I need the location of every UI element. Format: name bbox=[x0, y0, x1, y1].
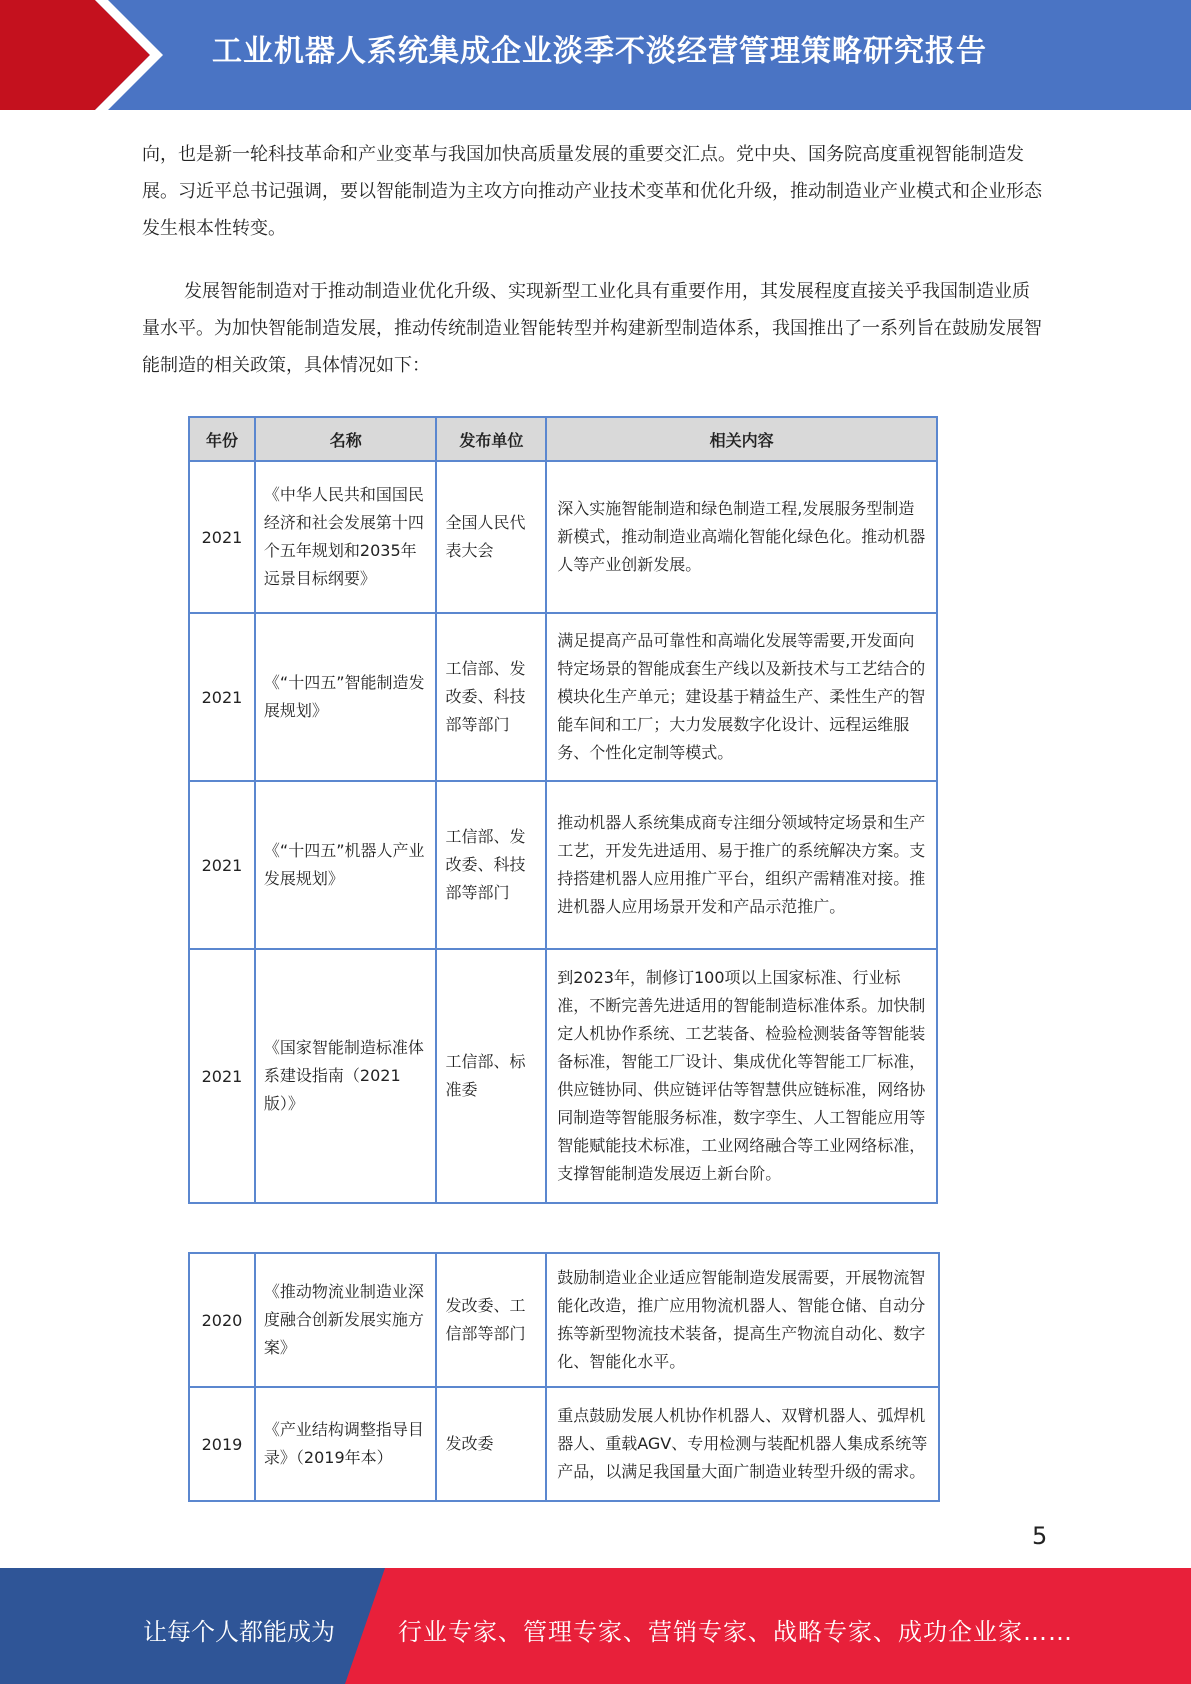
cell-unit: 发改委 bbox=[436, 1387, 546, 1501]
cell-name: 《国家智能制造标准体系建设指南（2021版）》 bbox=[255, 949, 437, 1203]
header-year: 年份 bbox=[189, 417, 255, 461]
cell-name: 《“十四五”智能制造发展规划》 bbox=[255, 613, 437, 781]
cell-year: 2019 bbox=[189, 1387, 255, 1501]
cell-unit: 工信部、发改委、科技部等部门 bbox=[436, 613, 546, 781]
paragraph-1: 向，也是新一轮科技革命和产业变革与我国加快高质量发展的重要交汇点。党中央、国务院高度重视智能制造发展。习近平总书记强调，要以智能制造为主攻方向推动产业技术变革和优化升级，推动制造业产业模式和企业形态发生根本性转变。 bbox=[142, 144, 1042, 239]
cell-year: 2021 bbox=[189, 461, 255, 613]
header-name: 名称 bbox=[255, 417, 437, 461]
cell-year: 2020 bbox=[189, 1253, 255, 1387]
table-row bbox=[189, 1253, 939, 1387]
cell-content: 推动机器人系统集成商专注细分领域特定场景和生产工艺，开发先进适用、易于推广的系统解决方案。支持搭建机器人应用推广平台，组织产需精准对接。推进机器人应用场景开发和产品示范推广。 bbox=[546, 781, 937, 949]
cell-name: 《产业结构调整指导目录》（2019年本） bbox=[255, 1387, 437, 1501]
policy-table-continued bbox=[188, 1252, 940, 1502]
cell-name: 《“十四五”机器人产业发展规划》 bbox=[255, 781, 437, 949]
footer-slogan-right: 行业专家、管理专家、营销专家、战略专家、成功企业家…… bbox=[398, 1618, 1073, 1646]
cell-unit: 发改委、工信部等部门 bbox=[436, 1253, 546, 1387]
cell-unit: 工信部、标准委 bbox=[436, 949, 546, 1203]
cell-content: 深入实施智能制造和绿色制造工程,发展服务型制造新模式，推动制造业高端化智能化绿色化。推动机器人等产业创新发展。 bbox=[546, 461, 937, 613]
table-row bbox=[189, 461, 937, 613]
cell-name: 《推动物流业制造业深度融合创新发展实施方案》 bbox=[255, 1253, 437, 1387]
cell-content: 重点鼓励发展人机协作机器人、双臂机器人、弧焊机器人、重载AGV、专用检测与装配机器人集成系统等产品，以满足我国量大面广制造业转型升级的需求。 bbox=[546, 1387, 939, 1501]
header-unit: 发布单位 bbox=[436, 417, 546, 461]
table-row bbox=[189, 781, 937, 949]
cell-content: 鼓励制造业企业适应智能制造发展需要，开展物流智能化改造，推广应用物流机器人、智能仓储、自动分拣等新型物流技术装备，提高生产物流自动化、数字化、智能化水平。 bbox=[546, 1253, 939, 1387]
paragraph-2: 发展智能制造对于推动制造业优化升级、实现新型工业化具有重要作用，其发展程度直接关乎我国制造业质量水平。为加快智能制造发展，推动传统制造业智能转型并构建新型制造体系，我国推出了一系列旨在鼓励发展智能制造的相关政策，具体情况如下： bbox=[142, 281, 1042, 376]
table-row bbox=[189, 613, 937, 781]
page-number: 5 bbox=[1032, 1522, 1048, 1550]
cell-year: 2021 bbox=[189, 613, 255, 781]
page-footer bbox=[0, 1568, 1191, 1684]
cell-content: 到2023年，制修订100项以上国家标准、行业标准，不断完善先进适用的智能制造标准体系。加快制定人机协作系统、工艺装备、检验检测装备等智能装备标准，智能工厂设计、集成优化等智能工厂标准，供应链协同、供应链评估等智慧供应链标准，网络协同制造等智能服务标准，数字孪生、人工智能应用等智能赋能技术标准，工业网络融合等工业网络标准，支撑智能制造发展迈上新台阶。 bbox=[546, 949, 937, 1203]
cell-name: 《中华人民共和国国民经济和社会发展第十四个五年规划和2035年远景目标纲要》 bbox=[255, 461, 437, 613]
cell-unit: 全国人民代表大会 bbox=[436, 461, 546, 613]
header-content: 相关内容 bbox=[546, 417, 937, 461]
cell-unit: 工信部、发改委、科技部等部门 bbox=[436, 781, 546, 949]
table-header-row bbox=[189, 417, 937, 461]
page-header bbox=[0, 0, 1191, 110]
table-row bbox=[189, 949, 937, 1203]
report-title: 工业机器人系统集成企业淡季不淡经营管理策略研究报告 bbox=[212, 34, 987, 69]
footer-slogan-left: 让每个人都能成为 bbox=[143, 1618, 335, 1646]
cell-content: 满足提高产品可靠性和高端化发展等需要,开发面向特定场景的智能成套生产线以及新技术与工艺结合的模块化生产单元；建设基于精益生产、柔性生产的智能车间和工厂；大力发展数字化设计、远程运维服务、个性化定制等模式。 bbox=[546, 613, 937, 781]
table-row bbox=[189, 1387, 939, 1501]
cell-year: 2021 bbox=[189, 949, 255, 1203]
policy-table bbox=[188, 416, 938, 1204]
cell-year: 2021 bbox=[189, 781, 255, 949]
